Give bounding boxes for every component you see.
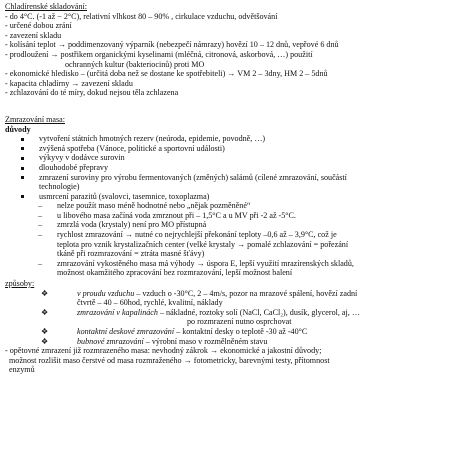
dash-bullet-icon: –: [37, 201, 43, 211]
diamond-bullet-icon: ❖: [41, 336, 49, 346]
reason-item: zvýšená spotřeba (Vánoce, politické a sportovní události): [5, 144, 446, 154]
diamond-bullet-icon: ❖: [41, 307, 49, 317]
square-bullet-icon: [17, 192, 27, 202]
storage-line: - kolísání teplot → poddimenzovaný výparník (nebezpečí námrazy) hovězí 10 – 12 dnů, vepřové 6 dnů: [5, 40, 339, 50]
methods-label: způsoby:: [5, 279, 35, 289]
reason-item: výkyvy v dodávce surovin: [5, 153, 446, 163]
reason-item: usmrcení parazitů (svalovci, tasemnice, toxoplazma): [5, 192, 446, 202]
dash-bullet-icon: –: [37, 210, 43, 220]
diamond-bullet-icon: ❖: [41, 288, 49, 298]
square-bullet-icon: [17, 163, 27, 173]
square-bullet-icon: [17, 144, 27, 154]
storage-line: - ekonomické hledisko – (určitá doba než se dostane ke spotřebiteli) → VM 2 – 3dny, HM 2 – 5dnů: [5, 69, 328, 79]
storage-line: - prodloužení → postřikem organickými kyselinami (mléčná, citronová, askorbová, …) použití: [5, 49, 313, 59]
storage-line: - kapacita chladírny → zavezení skladu: [5, 78, 133, 88]
method-item: ❖ kontaktní deskové zmrazování – kontaktní desky o teplotě -30 až -40°C: [41, 327, 308, 336]
storage-line: - zavezení skladu: [5, 30, 62, 40]
method-item: ❖ zmrazování v kapalinách – nákladné, roztoky solí (NaCl, CaCl₂), dusík, glycerol, aj, … po rozmrazení nutno osprchovat: [41, 307, 360, 327]
subpoint-item: – rychlost zmrazování → nutné co nejrychlejší překonání teploty –0,6 až – 3,9°C, což je teplota pro vznik krystalizačních center (velké krystaly → pomalé zchlazování = pořezání tkáně při rozmrazování = ztráta masné šťávy): [5, 230, 446, 259]
storage-heading: Chladírenské skladování:: [5, 2, 88, 11]
subpoint-item: – zmrzlá voda (krystaly) není pro MO přístupná: [5, 220, 446, 230]
method-item: ❖ bubnové zmrazování – výrobní maso v rozmělněném stavu: [41, 336, 268, 346]
square-bullet-icon: [17, 173, 27, 183]
method-item: ❖ v proudu vzduchu – vzduch o -30°C, 2 – 4m/s, pozor na mrazové spálení, hovězí zadní čtvrtě – 40 – 60hod, rychlé, kvalitní, náklady: [41, 288, 358, 308]
storage-line: - zchlazování do té míry, dokud nejsou těla zchlazena: [5, 88, 179, 98]
square-bullet-icon: [17, 153, 27, 163]
diamond-bullet-icon: ❖: [41, 327, 49, 336]
storage-line: - určené dobou zrání: [5, 21, 72, 31]
storage-line: - do 4°C. (-1 až − 2°C), relativní vlhkost 80 – 90% , cirkulace vzduchu, odvětšování: [5, 11, 278, 21]
square-bullet-icon: [17, 134, 27, 144]
final-line: možnost rozlišit maso čerstvé od masa rozmraženého → fotometricky, barevnými testy, přítomnost: [9, 355, 330, 365]
reason-item: vytvoření státních hmotných rezerv (neúroda, epidemie, povodně, …): [5, 134, 446, 144]
subpoint-item: – zmrazování vykostěného masa má výhody → úspora E, lepší využití mrazírenských skladů, možnost okamžitého zpracování bez rozmrazování, lepší možnost balení: [5, 259, 446, 278]
reason-item: zmrazení suroviny pro výrobu fermentovaných (změných) salámů (cílené zmrazování, součástí technologie): [5, 173, 446, 192]
reasons-label: důvody: [5, 124, 31, 134]
dash-bullet-icon: –: [37, 258, 43, 268]
subpoint-item: – nelze použít maso méně hodnotné nebo „nějak pozměněné“: [5, 201, 446, 211]
reason-item: dlouhodobé přepravy: [5, 163, 446, 173]
storage-line-continued: ochranných kultur (bakteriocinů) proti MO: [65, 59, 205, 69]
final-line: - opětovné zmrazení již rozmrazeného masa: nevhodný zákrok → ekonomické a jakostní důvody;: [5, 346, 322, 356]
dash-bullet-icon: –: [37, 220, 43, 230]
subpoint-item: – u libového masa začíná voda zmrznout při – 1,5°C a u MV při -2 až -5°C.: [5, 211, 446, 221]
dash-bullet-icon: –: [37, 230, 43, 240]
freezing-heading: Zmrazování masa:: [5, 114, 66, 124]
final-line: enzymů: [9, 365, 35, 375]
